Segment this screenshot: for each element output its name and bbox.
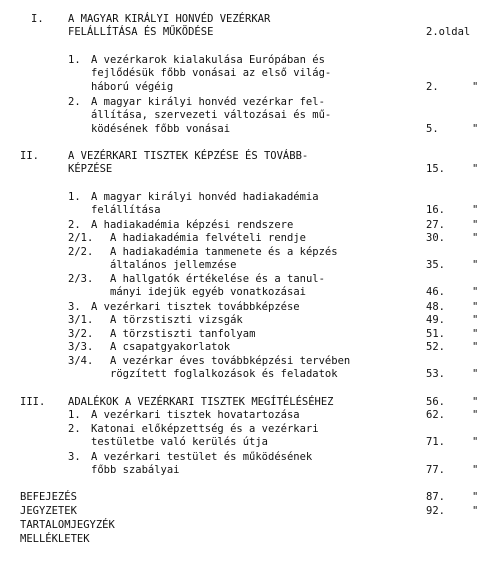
toc-entry-number: 2/3. bbox=[68, 273, 94, 285]
toc-entry-title: A hadiakadémia tanmenete és a képzés bbox=[110, 246, 338, 258]
toc-entry-number: 3/3. bbox=[68, 341, 94, 353]
toc-line bbox=[0, 124, 499, 136]
toc-entry-ditto: " bbox=[472, 328, 479, 340]
toc-line bbox=[0, 287, 499, 299]
toc-entry-page: 62. bbox=[426, 409, 445, 421]
toc-entry-ditto: " bbox=[472, 396, 479, 408]
toc-line bbox=[0, 205, 499, 217]
toc-entry-page: 52. bbox=[426, 341, 445, 353]
toc-entry-number: 2. bbox=[68, 96, 81, 108]
toc-entry-page: 71. bbox=[426, 436, 445, 449]
toc-entry-page: 77. bbox=[426, 464, 445, 477]
toc-entry-title: Katonai előképzettség és a vezérkari bbox=[91, 423, 319, 435]
toc-entry-number: III. bbox=[20, 396, 46, 408]
toc-entry-title: A vezérkari tisztek hovatartozása bbox=[91, 409, 300, 421]
toc-entry-ditto: " bbox=[472, 491, 479, 503]
toc-line bbox=[0, 233, 499, 245]
toc-entry-ditto: " bbox=[472, 314, 479, 326]
toc-entry-title: A hallgatók értékelése és a tanul- bbox=[110, 273, 325, 285]
toc-entry-ditto: " bbox=[472, 368, 479, 381]
toc-line bbox=[0, 164, 499, 176]
toc-entry-number: I. bbox=[31, 13, 44, 25]
toc-entry-title: főbb szabályai bbox=[91, 464, 180, 477]
toc-entry-title: A MAGYAR KIRÁLYI HONVÉD VEZÉRKAR bbox=[68, 13, 271, 25]
toc-entry-title: A hadiakadémia képzési rendszere bbox=[91, 219, 294, 231]
toc-entry-ditto: " bbox=[472, 259, 479, 272]
toc-entry-title: A vezérkari testület és működésének bbox=[91, 451, 313, 463]
toc-entry-title: rögzített foglalkozások és feladatok bbox=[110, 368, 338, 381]
toc-entry-title: A vezérkarok kialakulása Európában és bbox=[91, 54, 325, 66]
toc-entry-number: II. bbox=[20, 150, 39, 162]
toc-line bbox=[0, 302, 499, 314]
toc-entry-page: 15. bbox=[426, 163, 445, 176]
toc-line bbox=[0, 68, 499, 80]
toc-line bbox=[0, 506, 499, 518]
toc-entry-title: mányi idejük egyéb vonatkozásai bbox=[110, 286, 306, 299]
toc-entry-title: ADALÉKOK A VEZÉRKARI TISZTEK MEGÍTÉLÉSÉHEZ bbox=[68, 396, 334, 408]
toc-entry-page: 35. bbox=[426, 259, 445, 272]
toc-entry-page: 27. bbox=[426, 219, 445, 231]
toc-entry-title: A vezérkari tisztek továbbképzése bbox=[91, 301, 300, 313]
toc-entry-title: A magyar királyi honvéd vezérkar fel- bbox=[91, 96, 325, 108]
toc-entry-ditto: " bbox=[472, 301, 479, 313]
toc-entry-number: 3. bbox=[68, 451, 81, 463]
toc-entry-number: 2/2. bbox=[68, 246, 94, 258]
toc-line bbox=[0, 424, 499, 436]
toc-entry-ditto: " bbox=[472, 341, 479, 353]
toc-entry-title: állítása, szervezeti változásai és mű- bbox=[91, 109, 332, 122]
toc-line bbox=[0, 329, 499, 341]
toc-line bbox=[0, 260, 499, 272]
toc-entry-number: 3/4. bbox=[68, 355, 94, 367]
toc-line bbox=[0, 315, 499, 327]
toc-entry-number: 3. bbox=[68, 301, 81, 313]
toc-entry-ditto: " bbox=[472, 409, 479, 421]
toc-entry-title: ködésének főbb vonásai bbox=[91, 122, 231, 135]
toc-line bbox=[0, 437, 499, 449]
toc-line bbox=[0, 397, 499, 409]
toc-line bbox=[0, 55, 499, 67]
toc-line bbox=[0, 247, 499, 259]
toc-line bbox=[0, 192, 499, 204]
toc-line bbox=[0, 274, 499, 286]
toc-entry-page: 56. bbox=[426, 396, 445, 408]
toc-entry-number: 2/1. bbox=[68, 232, 94, 244]
toc-entry-ditto: " bbox=[472, 286, 479, 299]
toc-entry-ditto: " bbox=[472, 436, 479, 449]
toc-entry-title: felállítása bbox=[91, 204, 161, 217]
toc-entry-page: 16. bbox=[426, 204, 445, 217]
toc-entry-page: 92. bbox=[426, 505, 445, 517]
toc-entry-ditto: " bbox=[472, 464, 479, 477]
toc-line bbox=[0, 534, 499, 546]
toc-entry-title: TARTALOMJEGYZÉK bbox=[20, 519, 115, 531]
toc-entry-number: 2. bbox=[68, 423, 81, 435]
toc-line bbox=[0, 369, 499, 381]
toc-entry-number: 2. bbox=[68, 219, 81, 231]
toc-line bbox=[0, 82, 499, 94]
toc-entry-number: 1. bbox=[68, 409, 81, 421]
toc-entry-ditto: " bbox=[472, 232, 479, 244]
toc-line bbox=[0, 356, 499, 368]
toc-line bbox=[0, 27, 499, 39]
toc-line bbox=[0, 410, 499, 422]
toc-line bbox=[0, 492, 499, 504]
toc-entry-page: 87. bbox=[426, 491, 445, 503]
toc-line bbox=[0, 220, 499, 232]
toc-entry-title: A hadiakadémia felvételi rendje bbox=[110, 232, 306, 244]
toc-line bbox=[0, 520, 499, 532]
toc-entry-title: A magyar királyi honvéd hadiakadémia bbox=[91, 191, 319, 203]
toc-entry-page: 2.oldal bbox=[426, 26, 471, 39]
toc-entry-title: MELLÉKLETEK bbox=[20, 533, 90, 545]
toc-entry-number: 1. bbox=[68, 191, 81, 203]
toc-line bbox=[0, 110, 499, 122]
toc-entry-ditto: " bbox=[472, 163, 479, 176]
toc-entry-page: 53. bbox=[426, 368, 445, 381]
toc-entry-title: háború végéig bbox=[91, 80, 174, 93]
toc-line bbox=[0, 465, 499, 477]
toc-entry-ditto: " bbox=[472, 505, 479, 517]
toc-entry-page: 5. bbox=[426, 122, 439, 135]
toc-entry-title: A törzstiszti vizsgák bbox=[110, 314, 243, 326]
toc-entry-title: testületbe való kerülés útja bbox=[91, 436, 269, 449]
toc-entry-number: 3/1. bbox=[68, 314, 94, 326]
toc-entry-title: A törzstiszti tanfolyam bbox=[110, 328, 256, 340]
toc-entry-number: 1. bbox=[68, 54, 81, 66]
toc-entry-title: A VEZÉRKARI TISZTEK KÉPZÉSE ÉS TOVÁBB- bbox=[68, 150, 309, 162]
toc-entry-page: 49. bbox=[426, 314, 445, 326]
toc-line bbox=[0, 342, 499, 354]
toc-entry-page: 48. bbox=[426, 301, 445, 313]
toc-entry-page: 2. bbox=[426, 80, 439, 93]
toc-entry-ditto: " bbox=[472, 80, 479, 93]
toc-entry-page: 46. bbox=[426, 286, 445, 299]
toc-entry-title: JEGYZETEK bbox=[20, 505, 77, 517]
toc-line bbox=[0, 14, 499, 26]
toc-entry-ditto: " bbox=[472, 122, 479, 135]
toc-line bbox=[0, 151, 499, 163]
toc-entry-number: 3/2. bbox=[68, 328, 94, 340]
toc-entry-ditto: " bbox=[472, 204, 479, 217]
toc-entry-title: általános jellemzése bbox=[110, 259, 237, 272]
toc-entry-page: 30. bbox=[426, 232, 445, 244]
toc-entry-page: 51. bbox=[426, 328, 445, 340]
toc-entry-title: FELÁLLÍTÁSA ÉS MŰKÖDÉSE bbox=[68, 26, 214, 39]
toc-line bbox=[0, 452, 499, 464]
toc-entry-title: KÉPZÉSE bbox=[68, 163, 113, 176]
toc-entry-title: A csapatgyakorlatok bbox=[110, 341, 231, 353]
toc-entry-title: A vezérkar éves továbbképzési tervében bbox=[110, 355, 351, 367]
toc-line bbox=[0, 97, 499, 109]
toc-entry-ditto: " bbox=[472, 219, 479, 231]
toc-entry-title: fejlődésük főbb vonásai az első világ- bbox=[91, 67, 332, 80]
toc-entry-title: BEFEJEZÉS bbox=[20, 491, 77, 503]
